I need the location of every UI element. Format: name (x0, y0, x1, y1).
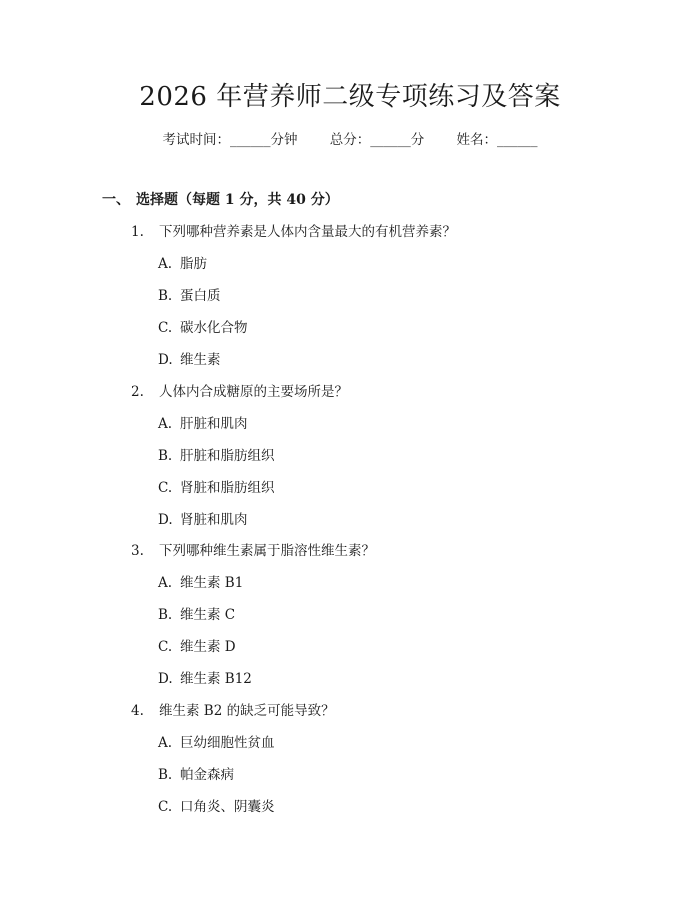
student-name-field: 姓名：______ (456, 132, 538, 148)
question-text: 人体内合成糖原的主要场所是？ (159, 384, 348, 400)
option-2c (158, 478, 275, 498)
section-heading (102, 190, 339, 210)
option-text: 维生素 (180, 352, 221, 368)
question-number: 3. (131, 543, 144, 559)
option-2d (158, 510, 248, 530)
option-letter: C. (158, 639, 173, 655)
option-text: 肝脏和脂肪组织 (180, 448, 275, 464)
option-3c (158, 637, 236, 657)
page-title: 2026 年营养师二级专项练习及答案 (139, 82, 561, 112)
option-3a (158, 573, 243, 593)
question-number: 2. (131, 384, 144, 400)
question-4 (131, 701, 335, 721)
total-score-field: 总分：______分 (329, 132, 425, 148)
option-text: 肝脏和肌肉 (180, 416, 248, 432)
option-text: 口角炎、阴囊炎 (180, 799, 275, 815)
option-1d (158, 350, 221, 370)
question-number: 4. (131, 703, 144, 719)
option-letter: A. (158, 416, 173, 432)
option-text: 维生素 C (180, 607, 236, 623)
option-3b (158, 605, 235, 625)
option-1a (158, 254, 207, 274)
option-2a (158, 414, 248, 434)
option-3d (158, 669, 252, 689)
question-number: 1. (131, 224, 144, 240)
option-letter: B. (158, 767, 173, 783)
question-text: 下列哪种营养素是人体内含量最大的有机营养素？ (159, 224, 456, 240)
option-text: 维生素 B12 (180, 671, 252, 687)
section-title: 选择题（每题 1 分，共 40 分） (136, 192, 339, 208)
option-letter: A. (158, 256, 173, 272)
option-text: 碳水化合物 (180, 320, 248, 336)
question-3 (131, 541, 375, 561)
option-text: 肾脏和肌肉 (180, 512, 248, 528)
question-2 (131, 382, 348, 402)
option-text: 蛋白质 (180, 288, 221, 304)
option-letter: A. (158, 575, 173, 591)
option-letter: D. (158, 352, 173, 368)
option-text: 脂肪 (180, 256, 207, 272)
option-text: 帕金森病 (180, 767, 234, 783)
exam-meta (0, 130, 700, 150)
option-text: 维生素 D (180, 639, 236, 655)
option-letter: C. (158, 320, 173, 336)
option-letter: A. (158, 735, 173, 751)
option-4a (158, 733, 275, 753)
option-letter: D. (158, 671, 173, 687)
option-letter: B. (158, 448, 173, 464)
section-number: 一、 (102, 192, 130, 208)
option-4b (158, 765, 234, 785)
option-letter: B. (158, 288, 173, 304)
question-text: 维生素 B2 的缺乏可能导致？ (159, 703, 335, 719)
option-1c (158, 318, 248, 338)
option-1b (158, 286, 221, 306)
question-1 (131, 222, 456, 242)
option-2b (158, 446, 275, 466)
option-letter: D. (158, 512, 173, 528)
question-text: 下列哪种维生素属于脂溶性维生素？ (159, 543, 375, 559)
option-letter: B. (158, 607, 173, 623)
option-text: 肾脏和脂肪组织 (180, 480, 275, 496)
option-letter: C. (158, 480, 173, 496)
option-text: 维生素 B1 (180, 575, 244, 591)
option-letter: C. (158, 799, 173, 815)
exam-time-field: 考试时间：______分钟 (162, 132, 298, 148)
option-text: 巨幼细胞性贫血 (180, 735, 275, 751)
option-4c (158, 797, 275, 817)
